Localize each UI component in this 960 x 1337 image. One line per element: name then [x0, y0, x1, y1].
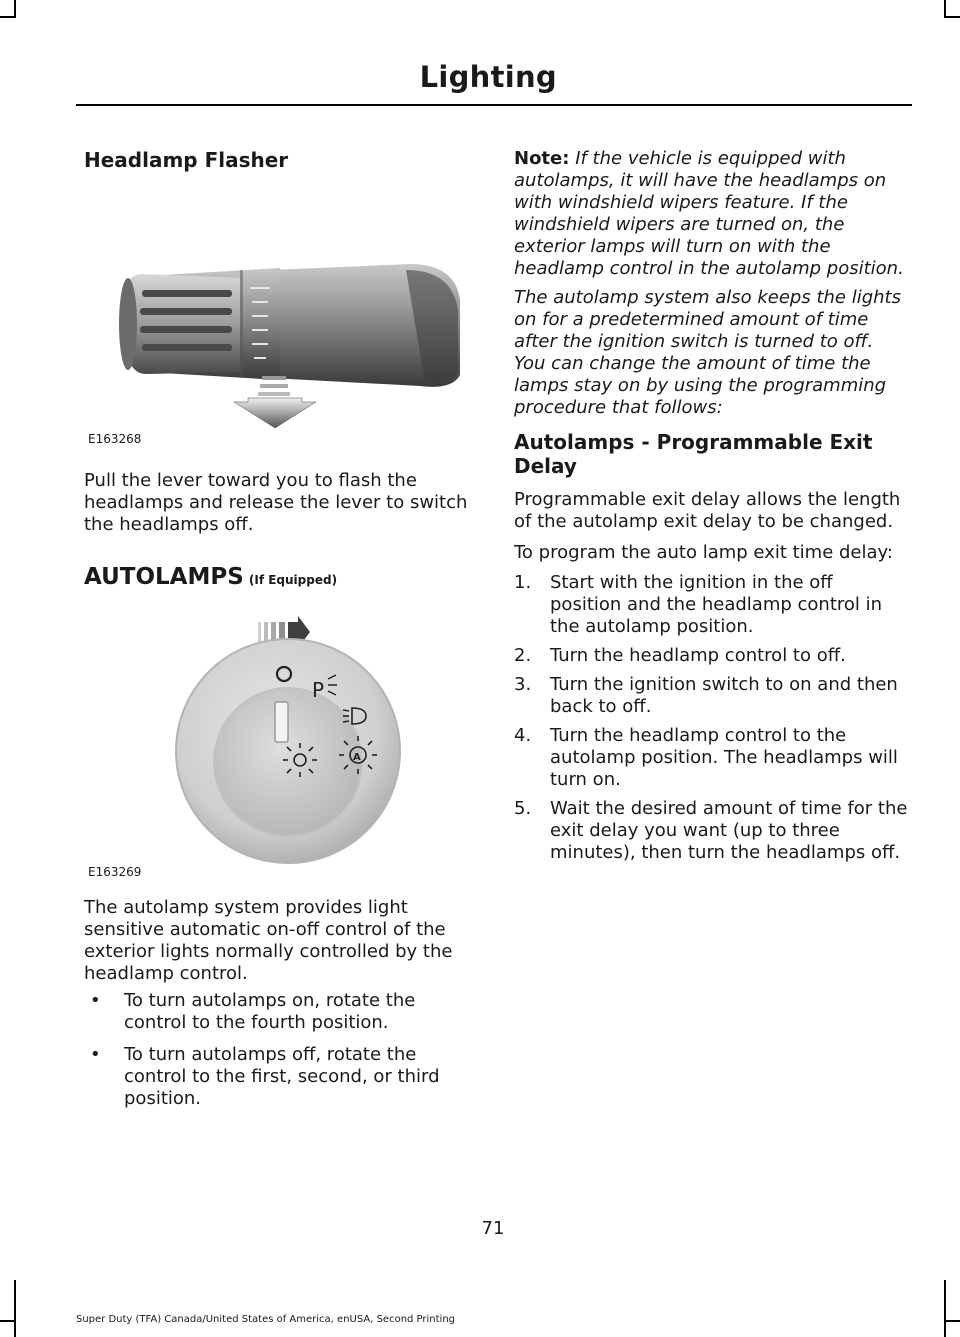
autolamps-intro: The autolamp system provides light sensitive automatic on-off control of the exterior lights normally controlled by the headlamp control. — [84, 897, 453, 984]
crop-mark-top-left-horizontal — [0, 16, 16, 18]
exit-delay-intro: Programmable exit delay allows the length of the autolamp exit delay to be changed. — [514, 489, 901, 532]
bullet-item: • To turn autolamps on, rotate the control to the fourth position. — [90, 990, 416, 1033]
crop-mark-bottom-left-horizontal — [0, 1320, 16, 1322]
step-item: 5. Wait the desired amount of time for the exit delay you want (up to three minutes), then turn the headlamps off. — [514, 798, 908, 863]
figure-2-id: E163269 — [88, 865, 142, 879]
crop-mark-bottom-right-horizontal — [944, 1320, 960, 1322]
section-title: Lighting — [419, 60, 557, 94]
autolamps-if-equipped: (If Equipped) — [248, 573, 338, 587]
crop-mark-bottom-right-vertical — [944, 1280, 946, 1337]
program-intro: To program the auto lamp exit time delay: — [514, 542, 893, 563]
page-number: 71 — [481, 1218, 505, 1239]
step-item: 3. Turn the ignition switch to on and then back to off. — [514, 674, 898, 717]
note-text: If the vehicle is equipped with autolamps, it will have the headlamps on with windshield wipers feature. If the windshield wipers are turned on, the exterior lamps will turn on with the headlamp control in the autolamp position. — [514, 148, 904, 279]
header-rule — [76, 104, 912, 106]
note-label: Note: — [514, 148, 570, 169]
note-paragraph — [514, 148, 908, 280]
parking-lamps-icon: P — [312, 678, 325, 702]
autolamp-letter: A — [353, 752, 361, 763]
bullet-item: • To turn autolamps off, rotate the control to the first, second, or third position. — [90, 1044, 440, 1109]
headlamp-control-dial-illustration — [160, 612, 476, 870]
crop-mark-bottom-left-vertical — [14, 1280, 16, 1337]
lever-figure — [80, 240, 476, 460]
step-item: 1. Start with the ignition in the off position and the headlamp control in the autolamp position. — [514, 572, 883, 637]
autolamps-heading: AUTOLAMPS — [84, 564, 244, 590]
programmable-exit-delay-heading: Autolamps - Programmable Exit Delay — [514, 430, 873, 478]
autolamps-heading-block — [84, 564, 337, 590]
multifunction-lever-illustration — [80, 240, 476, 460]
dial-figure — [160, 612, 476, 870]
figure-1-id: E163268 — [88, 432, 142, 446]
flasher-instructions: Pull the lever toward you to flash the headlamps and release the lever to switch the headlamps off. — [84, 470, 468, 535]
step-item: 4. Turn the headlamp control to the autolamp position. The headlamps will turn on. — [514, 725, 898, 790]
exit-delay-note: The autolamp system also keeps the lights on for a predetermined amount of time after the ignition switch is turned to off. You can change the amount of time the lamps stay on by using the programming procedure that follows: — [514, 287, 901, 418]
headlamp-flasher-heading: Headlamp Flasher — [84, 148, 289, 172]
step-item: 2. Turn the headlamp control to off. — [514, 645, 846, 666]
program-steps — [514, 572, 908, 871]
publication-footer: Super Duty (TFA) Canada/United States of America, enUSA, Second Printing — [76, 1314, 456, 1325]
autolamps-bullets — [84, 990, 476, 1120]
crop-mark-top-right-horizontal — [944, 16, 960, 18]
